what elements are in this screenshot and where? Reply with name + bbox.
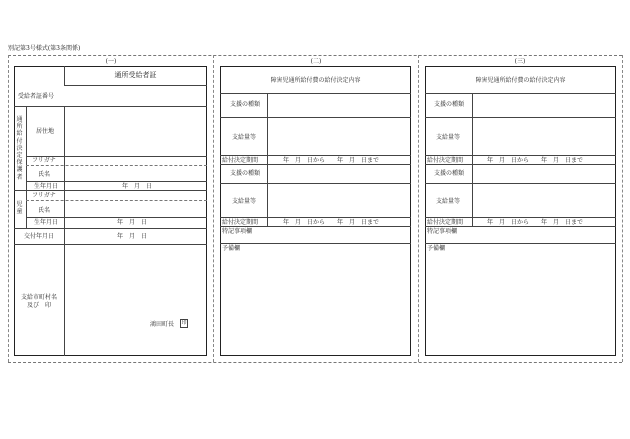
divider [220, 155, 411, 156]
child-name-label: 氏名 [38, 207, 51, 214]
birthdate-label: 生年月日 [34, 183, 59, 190]
reserve-label: 予備欄 [427, 245, 446, 252]
child-birthdate-value: 年 月 日 [117, 219, 148, 226]
divider [425, 226, 616, 227]
divider [220, 183, 411, 184]
reserve-label: 予備欄 [222, 245, 241, 252]
service-type-label: 支援の種類 [230, 101, 261, 108]
child-label: 児童 [16, 201, 23, 216]
decision-title: 障害児通所給付費の給付決定内容 [270, 77, 361, 84]
service-type-label-2: 支援の種類 [434, 170, 465, 177]
divider [14, 244, 207, 245]
municipality-seal-label: 及び 印 [26, 302, 51, 309]
divider [14, 106, 207, 107]
seal-stamp: 印 [181, 320, 187, 326]
bottom-fold-guide [8, 362, 622, 363]
furigana-label: フリガナ [32, 157, 56, 164]
divider [220, 93, 411, 94]
panel-two-frame [220, 66, 411, 356]
service-type-label-2: 支援の種類 [230, 170, 261, 177]
divider [425, 183, 616, 184]
divider [267, 93, 268, 226]
recipient-no-label: 受給者証番号 [18, 93, 55, 100]
divider [26, 181, 207, 182]
municipality-label: 支給市町村名 [20, 294, 57, 301]
address-label: 居住地 [36, 128, 55, 135]
divider [26, 106, 27, 201]
divider [14, 190, 207, 191]
amount-label-2: 支給量等 [232, 198, 257, 205]
special-notes-label: 特記事項欄 [222, 228, 253, 235]
divider [64, 244, 65, 356]
divider [64, 106, 65, 228]
decided-person-label: 通所給付決定保護者 [16, 116, 23, 181]
divider [14, 228, 207, 229]
period-label-2: 給付決定期間 [222, 219, 259, 226]
divider [26, 190, 27, 228]
amount-label-2: 支給量等 [436, 198, 461, 205]
right-fold-guide [622, 55, 623, 362]
name-label: 氏名 [38, 171, 51, 178]
amount-label: 支給量等 [436, 134, 461, 141]
issue-date-value: 年 月 日 [117, 233, 148, 240]
left-fold-guide [8, 55, 9, 362]
panel-three-frame [425, 66, 616, 356]
amount-label: 支給量等 [232, 134, 257, 141]
child-furigana-label: フリガナ [32, 192, 56, 199]
divider [26, 165, 207, 166]
mayor-name: 鴻田町長 [150, 321, 175, 328]
divider [425, 217, 616, 218]
divider [425, 155, 616, 156]
period-label-2: 給付決定期間 [427, 219, 464, 226]
divider [220, 243, 411, 244]
fold-guide-1 [213, 55, 214, 362]
divider [26, 217, 207, 218]
top-fold-guide [8, 55, 622, 56]
divider [425, 243, 616, 244]
period-label: 給付決定期間 [427, 157, 464, 164]
divider [220, 164, 411, 165]
divider [425, 164, 616, 165]
birthdate-value: 年 月 日 [122, 183, 153, 190]
divider [64, 228, 65, 244]
period-value: 年 月 日から 年 月 日まで [487, 157, 584, 164]
divider [425, 93, 616, 94]
issue-date-label: 交付年月日 [24, 233, 55, 240]
panel-number-three: (三) [514, 58, 526, 65]
service-type-label: 支援の種類 [434, 101, 465, 108]
divider [425, 117, 616, 118]
divider [220, 226, 411, 227]
divider [220, 117, 411, 118]
period-label: 給付決定期間 [222, 157, 259, 164]
divider [220, 217, 411, 218]
period-value: 年 月 日から 年 月 日まで [283, 157, 380, 164]
divider [26, 200, 207, 201]
special-notes-label: 特記事項欄 [427, 228, 458, 235]
child-birthdate-label: 生年月日 [34, 219, 59, 226]
recipient-card-title: 通所受給者証 [114, 71, 157, 79]
panel-number-one: (一) [105, 58, 117, 65]
panel-number-two: (二) [310, 58, 322, 65]
decision-title: 障害児通所給付費の給付決定内容 [475, 77, 566, 84]
period-value-2: 年 月 日から 年 月 日まで [283, 219, 380, 226]
fold-guide-2 [418, 55, 419, 362]
divider [472, 93, 473, 226]
form-title: 別記第3号様式(第3条関係) [8, 45, 81, 52]
period-value-2: 年 月 日から 年 月 日まで [487, 219, 584, 226]
